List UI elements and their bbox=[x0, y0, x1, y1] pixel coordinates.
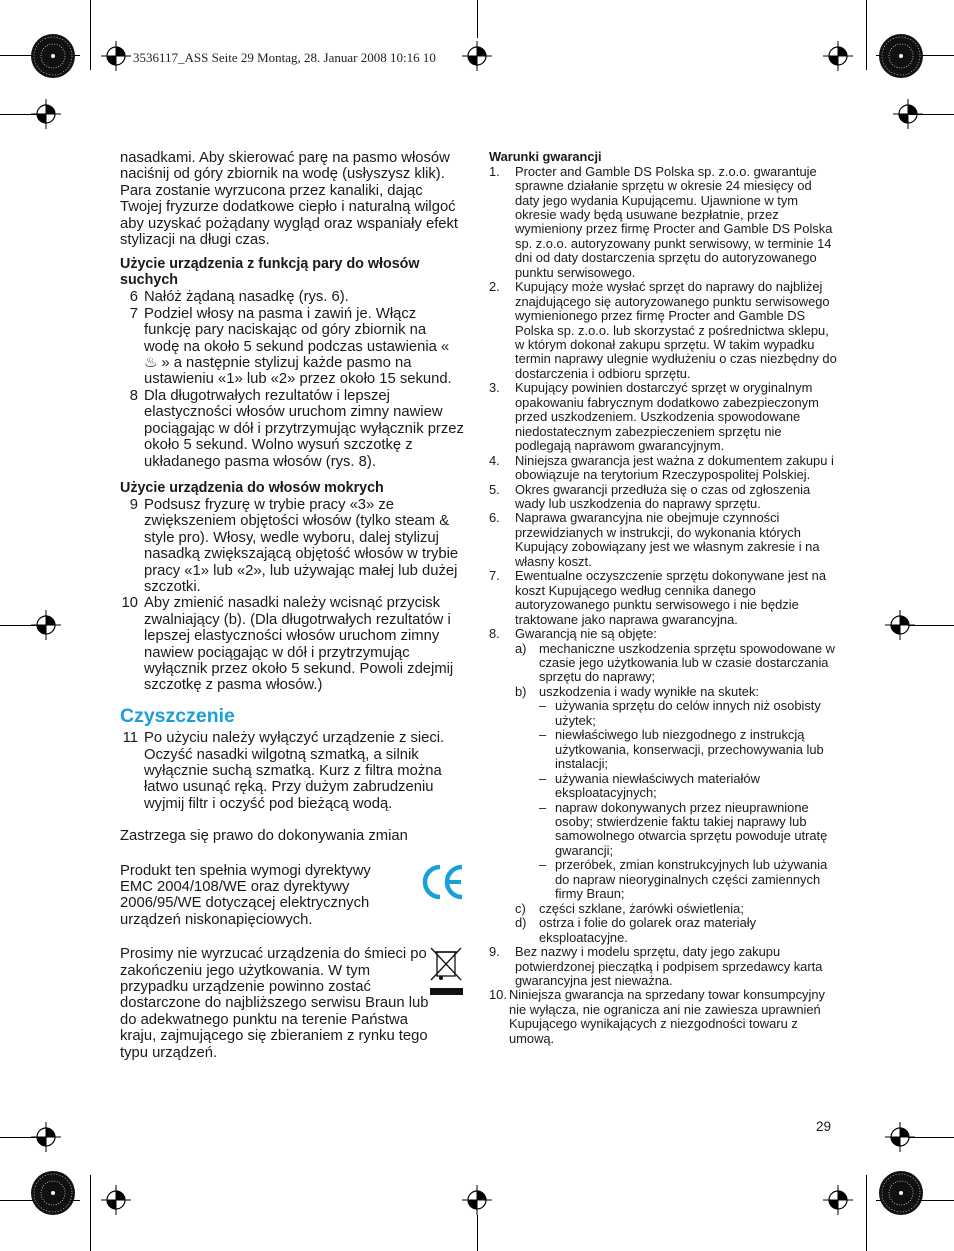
warranty-item: 2. Kupujący może wysłać sprzęt do naprawy do najbliżej znajdującego się autoryzowanego punktu serwisowego wymienionego przez firmę Procter and Gamble DS Polska sp. z.o.o. lub skorzystać z pośrednictwa sklepu, w którym dokonał zakupu sprzętu. W takim wypadku termin naprawy ulegnie wydłużeniu o czas niezbędny do dostarczenia i odbioru sprzętu. bbox=[489, 279, 837, 381]
warranty-item: 4. Niniejsza gwarancja jest ważna z dokumentem zakupu i obowiązuje na terytorium Rzeczypospolitej Polskiej. bbox=[489, 452, 834, 483]
sub-item: d) ostrza i folie do golarek oraz materiały eksploatacyjne. bbox=[515, 915, 757, 945]
sub-item: c) części szklane, żarówki oświetlenia; bbox=[515, 900, 744, 916]
warranty-title: Warunki gwarancji bbox=[489, 149, 602, 164]
warranty-item: 8. Gwarancją nie są objęte: bbox=[489, 626, 657, 642]
print-header: 3536117_ASS Seite 29 Montag, 28. Januar 2008 10:16 10 bbox=[133, 50, 436, 65]
dash-list bbox=[515, 699, 839, 901]
left-column bbox=[120, 150, 465, 1069]
list-item: 6 Nałóż żądaną nasadkę (rys. 6). bbox=[129, 289, 349, 306]
right-column bbox=[489, 150, 839, 1046]
disposal-block bbox=[120, 946, 465, 1061]
target-top-right bbox=[823, 41, 853, 71]
list-item: 10 Aby zmienić nasadki należy wcisnąć przycisk zwalniający (b). (Dla długotrwałych rezultatów i lepszej elastyczności włosów uruchom zimny nawiew pociągając w dół i przytrzymując wyłącznik przez około 5 sekund. Powoli zdejmij szczotkę z pasma włosów.) bbox=[121, 595, 454, 694]
list-item: 8 Dla długotrwałych rezultatów i lepszej elastyczności włosów uruchom zimny nawiew pociągając w dół i przytrzymując wyłącznik przez około 5 sekund. Wolno wysuń szczotkę z układanego pasma włosów (rys. 8). bbox=[129, 387, 464, 470]
dash-item: – napraw dokonywanych przez nieuprawnione osoby; stwierdzenie faktu takiej naprawy lub samowolnego otwarcia sprzętu powoduje utratę gwarancji; bbox=[539, 799, 828, 858]
list-item: 11 Po użyciu należy wyłączyć urządzenie z sieci. Oczyść nasadki wilgotną szmatką, a silnik wyłącznie suchą szmatką. Kurz z filtra można łatwo usunąć ręką. Przy dużym zabrudzeniu wyjmij filtr i oczyść pod bieżącą wodą. bbox=[122, 730, 445, 812]
warranty-item: 10. Niniejsza gwarancja na sprzedany towar konsumpcyjny nie wyłącza, nie ogranicza ani nie zawiesza uprawnień Kupującego wynikających z niezgodności towaru z umową. bbox=[489, 987, 825, 1046]
sub-item: a) mechaniczne uszkodzenia sprzętu spowodowane w czasie jego użytkowania lub w czasie dostarczania sprzętu do naprawy; bbox=[515, 640, 835, 685]
target-top-left bbox=[101, 41, 131, 71]
dash-item: – używania niewłaściwych materiałów eksploatacyjnych; bbox=[539, 770, 760, 801]
warranty-item: 7. Ewentualne oczyszczenie sprzętu dokonywane jest na koszt Kupującego według cennika danego autoryzowanego punktu serwisowego i nie będzie traktowane jako naprawa gwarancyjna. bbox=[489, 568, 826, 627]
warranty-item: 1. Procter and Gamble DS Polska sp. z.o.o. gwarantuje sprawne działanie sprzętu w okresie 24 miesięcy od daty jego wydania Kupującemu. Ujawnione w tym okresie wady będą usuwane bezpłatnie, przez wymieniony przez firmę Procter and Gamble DS Polska sp. z.o.o. autoryzowany punkt serwisowy, w terminie 14 dni od daty dostarczenia sprzętu do autoryzowanego punktu serwisowego. bbox=[489, 163, 833, 280]
warranty-item: 9. Bez nazwy i modelu sprzętu, daty jego zakupu potwierdzonej pieczątką i podpisem sprzedawcy karta gwarancyjna jest nieważna. bbox=[489, 944, 823, 988]
section-wet-hair-title: Użycie urządzenia do włosów mokrych bbox=[120, 479, 384, 496]
disposal-text: Prosimy nie wyrzucać urządzenia do śmieci po zakończeniu jego użytkowania. W tym przypadku urządzenie powinno zostać dostarczone do najbliższego serwisu Braun lub do adekwatnego punktu na terenie Państwa kraju, zajmującego się zbieraniem z rynku tego typu urządzeń. bbox=[120, 946, 429, 1061]
wheelie-bin-crossed-icon bbox=[429, 946, 465, 998]
warranty-item: 3. Kupujący powinien dostarczyć sprzęt w oryginalnym opakowaniu fabrycznym dodatkowo zabezpieczonym przed uszkodzeniem. Uszkodzenia spowodowane niedostatecznym zabezpieczeniem sprzętu nie podlegają naprawom gwarancyjnym. bbox=[489, 380, 819, 454]
ce-mark-icon bbox=[421, 863, 465, 903]
ce-text: Produkt ten spełnia wymogi dyrektywy EMC 2004/108/WE oraz dyrektywy 2006/95/WE dotyczącej elektrycznych urządzeń niskonapięciowych. bbox=[120, 862, 371, 928]
warranty-exclusions bbox=[489, 642, 839, 946]
dash-item: – używania sprzętu do celów innych niż osobisty użytek; bbox=[539, 698, 821, 728]
list-item: 7 Podziel włosy na pasma i zawiń je. Włącz funkcję pary naciskając od góry zbiornik na wodę na około 5 sekund podczas ustawienia « ♨ » a następnie stylizuj każde pasmo na ustawieniu «1» lub «2» przez około 15 sekund. bbox=[129, 305, 452, 388]
ce-block bbox=[120, 863, 465, 929]
page-number: 29 bbox=[816, 1119, 832, 1134]
reserve-note: Zastrzega się prawo do dokonywania zmian bbox=[120, 828, 408, 845]
list-wet-hair bbox=[120, 497, 465, 694]
cleaning-title: Czyszczenie bbox=[120, 704, 235, 727]
warranty-item: 6. Naprawa gwarancyjna nie obejmuje czynności przewidzianych w instrukcji, do wykonania których Kupujący zobowiązany jest we własnym zakresie i na własny koszt. bbox=[489, 510, 820, 569]
section-dry-hair-title: Użycie urządzenia z funkcją pary do włosów suchych bbox=[120, 256, 420, 289]
target-top-mid bbox=[462, 41, 492, 71]
dash-item: – przeróbek, zmian konstrukcyjnych lub używania do napraw nieoryginalnych części zamiennych firmy Braun; bbox=[539, 857, 828, 902]
list-dry-hair bbox=[120, 289, 465, 469]
dash-item: – niewłaściwego lub niezgodnego z instrukcją użytkowania, konserwacji, przechowywania lub instalacji; bbox=[539, 727, 824, 772]
warranty-item: 5. Okres gwarancji przedłuża się o czas od zgłoszenia wady lub uszkodzenia do naprawy sprzętu. bbox=[489, 481, 811, 512]
list-item: 9 Podsusz fryzurę w trybie pracy «3» ze zwiększeniem objętości włosów (tylko steam & style pro). Włosy, wedle wyboru, dalej stylizuj nasadką zwiększającą objętość włosów w trybie pracy «1» lub «2», lub używając małej lub dużej szczotki. bbox=[129, 496, 459, 595]
intro-paragraph: nasadkami. Aby skierować parę na pasmo włosów naciśnij od góry zbiornik na wodę (usłyszysz klik). Para zostanie wyrzucona przez kanaliki, dając Twojej fryzurze dodatkowe ciepło i naturalną wilgoć aby uzyskać pożądany wygląd oraz wspaniały efekt stylizacji na długi czas. bbox=[120, 150, 459, 249]
sub-item: b) uszkodzenia i wady wynikłe na skutek: bbox=[515, 683, 759, 699]
